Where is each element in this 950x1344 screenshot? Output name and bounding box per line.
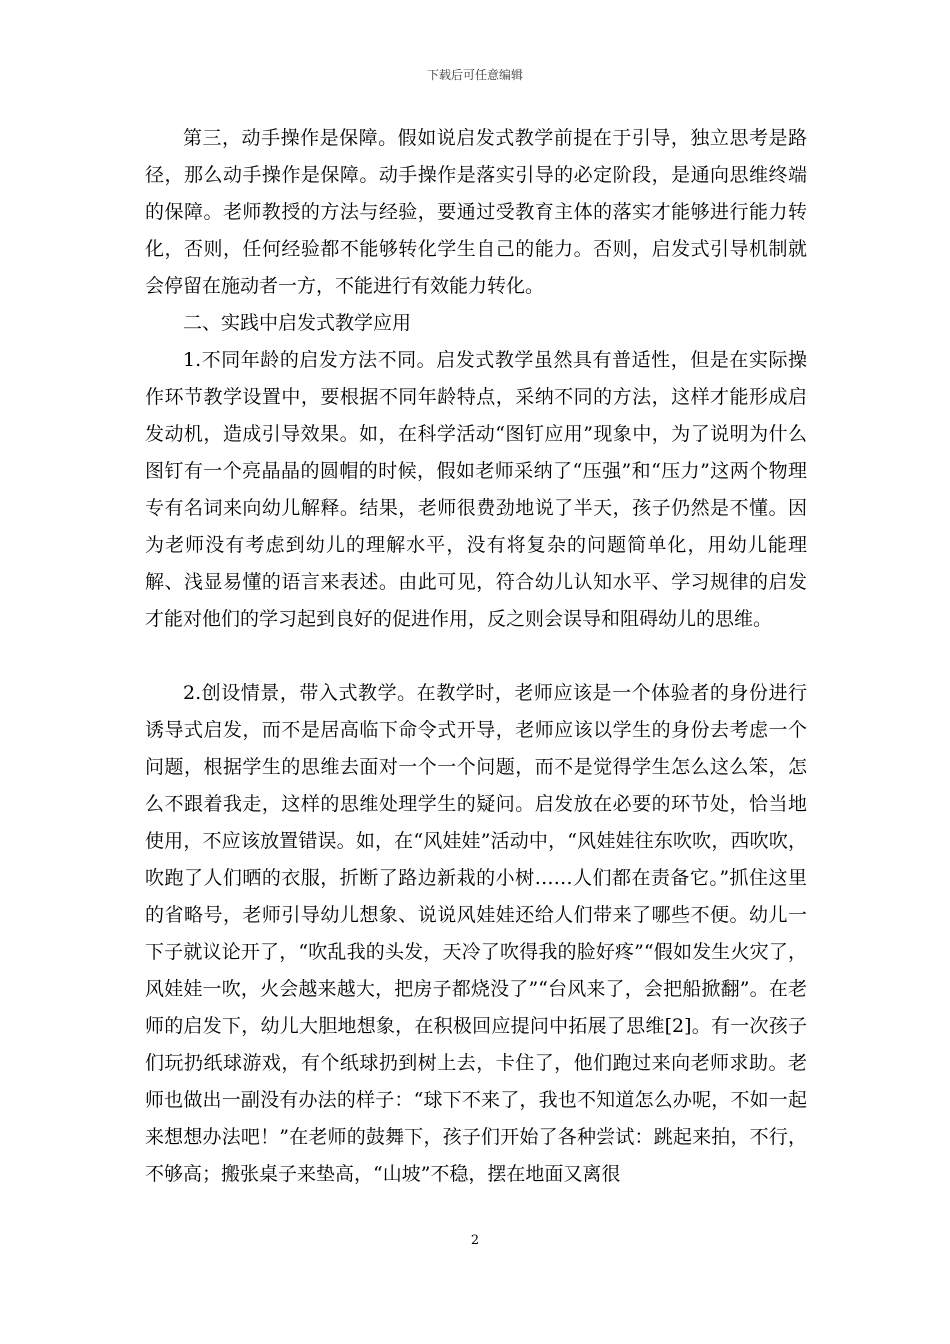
paragraph-item-1: 1.不同年龄的启发方法不同。启发式教学虽然具有普适性，但是在实际操作环节教学设置中，要根据不同年龄特点，采纳不同的方法，这样才能形成启发动机，造成引导效果。如，在科学活动“图钉应用”现象中，为了说明为什么图钉有一个亮晶晶的圆帽的时候，假如老师采纳了“压强”和“压力”这两个物理专有名词来向幼儿解释。结果，老师很费劲地说了半天，孩子仍然是不懂。因为老师没有考虑到幼儿的理解水平，没有将复杂的问题简单化，用幼儿能理解、浅显易懂的语言来表述。由此可见，符合幼儿认知水平、学习规律的启发才能对他们的学习起到良好的促进作用，反之则会误导和阻碍幼儿的思维。 (145, 349, 807, 630)
section-heading: 二、实践中启发式教学应用 (183, 312, 412, 334)
page-number: 2 (470, 1233, 480, 1248)
paragraph-spacer (145, 638, 807, 675)
paragraph-third-point: 第三，动手操作是保障。假如说启发式教学前提在于引导，独立思考是路径，那么动手操作是保障。动手操作是落实引导的必定阶段，是通向思维终端的保障。老师教授的方法与经验，要通过受教育主体的落实才能够进行能力转化，否则，任何经验都不能够转化学生自己的能力。否则，启发式引导机制就会停留在施动者一方，不能进行有效能力转化。 (145, 127, 807, 297)
paragraph-item-2: 2.创设情景，带入式教学。在教学时，老师应该是一个体验者的身份进行诱导式启发，而不是居高临下命令式开导，老师应该以学生的身份去考虑一个问题，根据学生的思维去面对一个一个问题，而不是觉得学生怎么这么笨，怎么不跟着我走，这样的思维处理学生的疑问。启发放在必要的环节处，恰当地使用，不应该放置错误。如，在“风娃娃”活动中，“风娃娃往东吹吹，西吹吹，吹跑了人们晒的衣服，折断了路边新栽的小树……人们都在责备它。”抓住这里的省略号，老师引导幼儿想象、说说风娃娃还给人们带来了哪些不便。幼儿一下子就议论开了，“吹乱我的头发，天冷了吹得我的脸好疼”“假如发生火灾了，风娃娃一吹，火会越来越大，把房子都烧没了”“台风来了，会把船掀翻”。在老师的启发下，幼儿大胆地想象，在积极回应提问中拓展了思维[2]。有一次孩子们玩扔纸球游戏，有个纸球扔到树上去，卡住了，他们跑过来向老师求助。老师也做出一副没有办法的样子：“球下不来了，我也不知道怎么办呢，不如一起来想想办法吧！”在老师的鼓舞下，孩子们开始了各种尝试：跳起来拍，不行，不够高；搬张桌子来垫高，“山坡”不稳，摆在地面又离很 (145, 682, 807, 1185)
page-header: 下载后可任意编辑 (426, 68, 523, 82)
document-body (145, 120, 807, 1193)
